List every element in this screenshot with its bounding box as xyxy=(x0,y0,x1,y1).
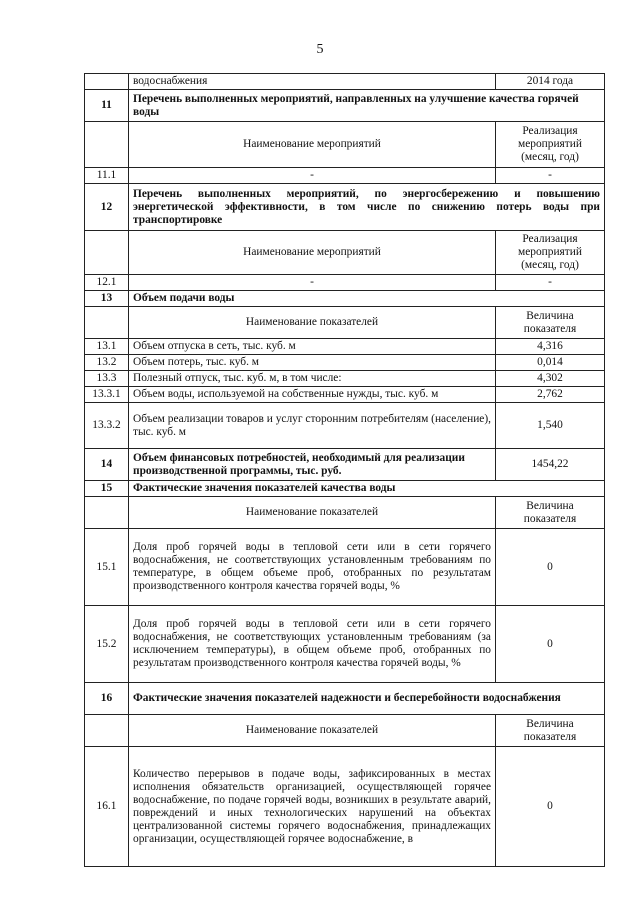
section-number: 15 xyxy=(85,481,129,497)
row-value: - xyxy=(496,168,605,184)
row-name: Доля проб горячей воды в тепловой сети или в сети горячего водоснабжения, не соответствующих установленным требованиям по температуре, в общем объеме проб, отобранных по результатам производственного контроля качества горячей воды, % xyxy=(129,529,496,606)
column-header-name: Наименование показателей xyxy=(129,497,496,529)
header-row xyxy=(85,122,605,168)
table-row xyxy=(85,747,605,867)
row-value: 0 xyxy=(496,529,605,606)
section-row-11 xyxy=(85,90,605,122)
column-header-value: Величина показателя xyxy=(496,497,605,529)
row-text: водоснабжения xyxy=(129,74,496,90)
section-title: Фактические значения показателей качества воды xyxy=(129,481,605,497)
row-value: 1,540 xyxy=(496,403,605,449)
table-row xyxy=(85,74,605,90)
row-value: - xyxy=(496,275,605,291)
section-title: Перечень выполненных мероприятий, направленных на улучшение качества горячей воды xyxy=(129,90,605,122)
row-number: 15.2 xyxy=(85,606,129,683)
indicators-table xyxy=(84,73,605,867)
section-row-13 xyxy=(85,291,605,307)
table-row xyxy=(85,606,605,683)
row-name: Доля проб горячей воды в тепловой сети или в сети горячего водоснабжения, не соответствующих установленным требованиям (за исключением температуры), в общем объеме проб, отобранных по результатам производственного контроля качества горячей воды, % xyxy=(129,606,496,683)
section-row-16 xyxy=(85,683,605,715)
header-row xyxy=(85,231,605,275)
column-header-name: Наименование мероприятий xyxy=(129,122,496,168)
table-row xyxy=(85,403,605,449)
column-header-name: Наименование показателей xyxy=(129,715,496,747)
column-header-name: Наименование показателей xyxy=(129,307,496,339)
header-row xyxy=(85,497,605,529)
section-row-12 xyxy=(85,184,605,231)
column-header-value: Величина показателя xyxy=(496,715,605,747)
row-value: 2,762 xyxy=(496,387,605,403)
table-row xyxy=(85,355,605,371)
section-number: 14 xyxy=(85,449,129,481)
row-value: 1454,22 xyxy=(496,449,605,481)
section-title: Перечень выполненных мероприятий, по энергосбережению и повышению энергетической эффективности, в том числе по снижению потерь воды при транспортировке xyxy=(129,184,605,231)
row-number: 16.1 xyxy=(85,747,129,867)
column-header-value: Величина показателя xyxy=(496,307,605,339)
section-title: Объем финансовых потребностей, необходимый для реализации производственной программы, тыс. руб. xyxy=(129,449,496,481)
row-number: 15.1 xyxy=(85,529,129,606)
row-number: 13.3.1 xyxy=(85,387,129,403)
row-name: Объем потерь, тыс. куб. м xyxy=(129,355,496,371)
row-number: 13.3 xyxy=(85,371,129,387)
section-title: Объем подачи воды xyxy=(129,291,605,307)
row-name: - xyxy=(129,275,496,291)
header-row xyxy=(85,307,605,339)
row-value: 4,302 xyxy=(496,371,605,387)
row-name: Полезный отпуск, тыс. куб. м, в том числе: xyxy=(129,371,496,387)
table-row xyxy=(85,275,605,291)
section-number: 12 xyxy=(85,184,129,231)
row-name: - xyxy=(129,168,496,184)
section-row-14 xyxy=(85,449,605,481)
table-row xyxy=(85,339,605,355)
row-value: 0,014 xyxy=(496,355,605,371)
row-number: 13.1 xyxy=(85,339,129,355)
table-row xyxy=(85,387,605,403)
row-number: 12.1 xyxy=(85,275,129,291)
row-number: 13.3.2 xyxy=(85,403,129,449)
row-value: 0 xyxy=(496,606,605,683)
section-number: 13 xyxy=(85,291,129,307)
row-name: Объем воды, используемой на собственные нужды, тыс. куб. м xyxy=(129,387,496,403)
row-number: 11.1 xyxy=(85,168,129,184)
section-number: 11 xyxy=(85,90,129,122)
row-number: 13.2 xyxy=(85,355,129,371)
table-row xyxy=(85,168,605,184)
section-title: Фактические значения показателей надежности и бесперебойности водоснабжения xyxy=(129,683,605,715)
row-value: 2014 года xyxy=(496,74,605,90)
row-name: Объем реализации товаров и услуг сторонним потребителям (население), тыс. куб. м xyxy=(129,403,496,449)
section-number: 16 xyxy=(85,683,129,715)
column-header-name: Наименование мероприятий xyxy=(129,231,496,275)
page-number: 5 xyxy=(316,42,324,57)
row-value: 4,316 xyxy=(496,339,605,355)
header-row xyxy=(85,715,605,747)
column-header-value: Реализация мероприятий (месяц, год) xyxy=(496,122,605,168)
column-header-value: Реализация мероприятий (месяц, год) xyxy=(496,231,605,275)
section-row-15 xyxy=(85,481,605,497)
table-row xyxy=(85,371,605,387)
row-value: 0 xyxy=(496,747,605,867)
table-row xyxy=(85,529,605,606)
row-name: Количество перерывов в подаче воды, зафиксированных в местах исполнения обязательств организацией, осуществляющей горячее водоснабжение, по подаче горячей воды, возникших в результате аварий, повреждений и иных технологических нарушений на объектах централизованной системы горячего водоснабжения, принадлежащих организации, осуществляющей горячее водоснабжение, в xyxy=(129,747,496,867)
row-name: Объем отпуска в сеть, тыс. куб. м xyxy=(129,339,496,355)
